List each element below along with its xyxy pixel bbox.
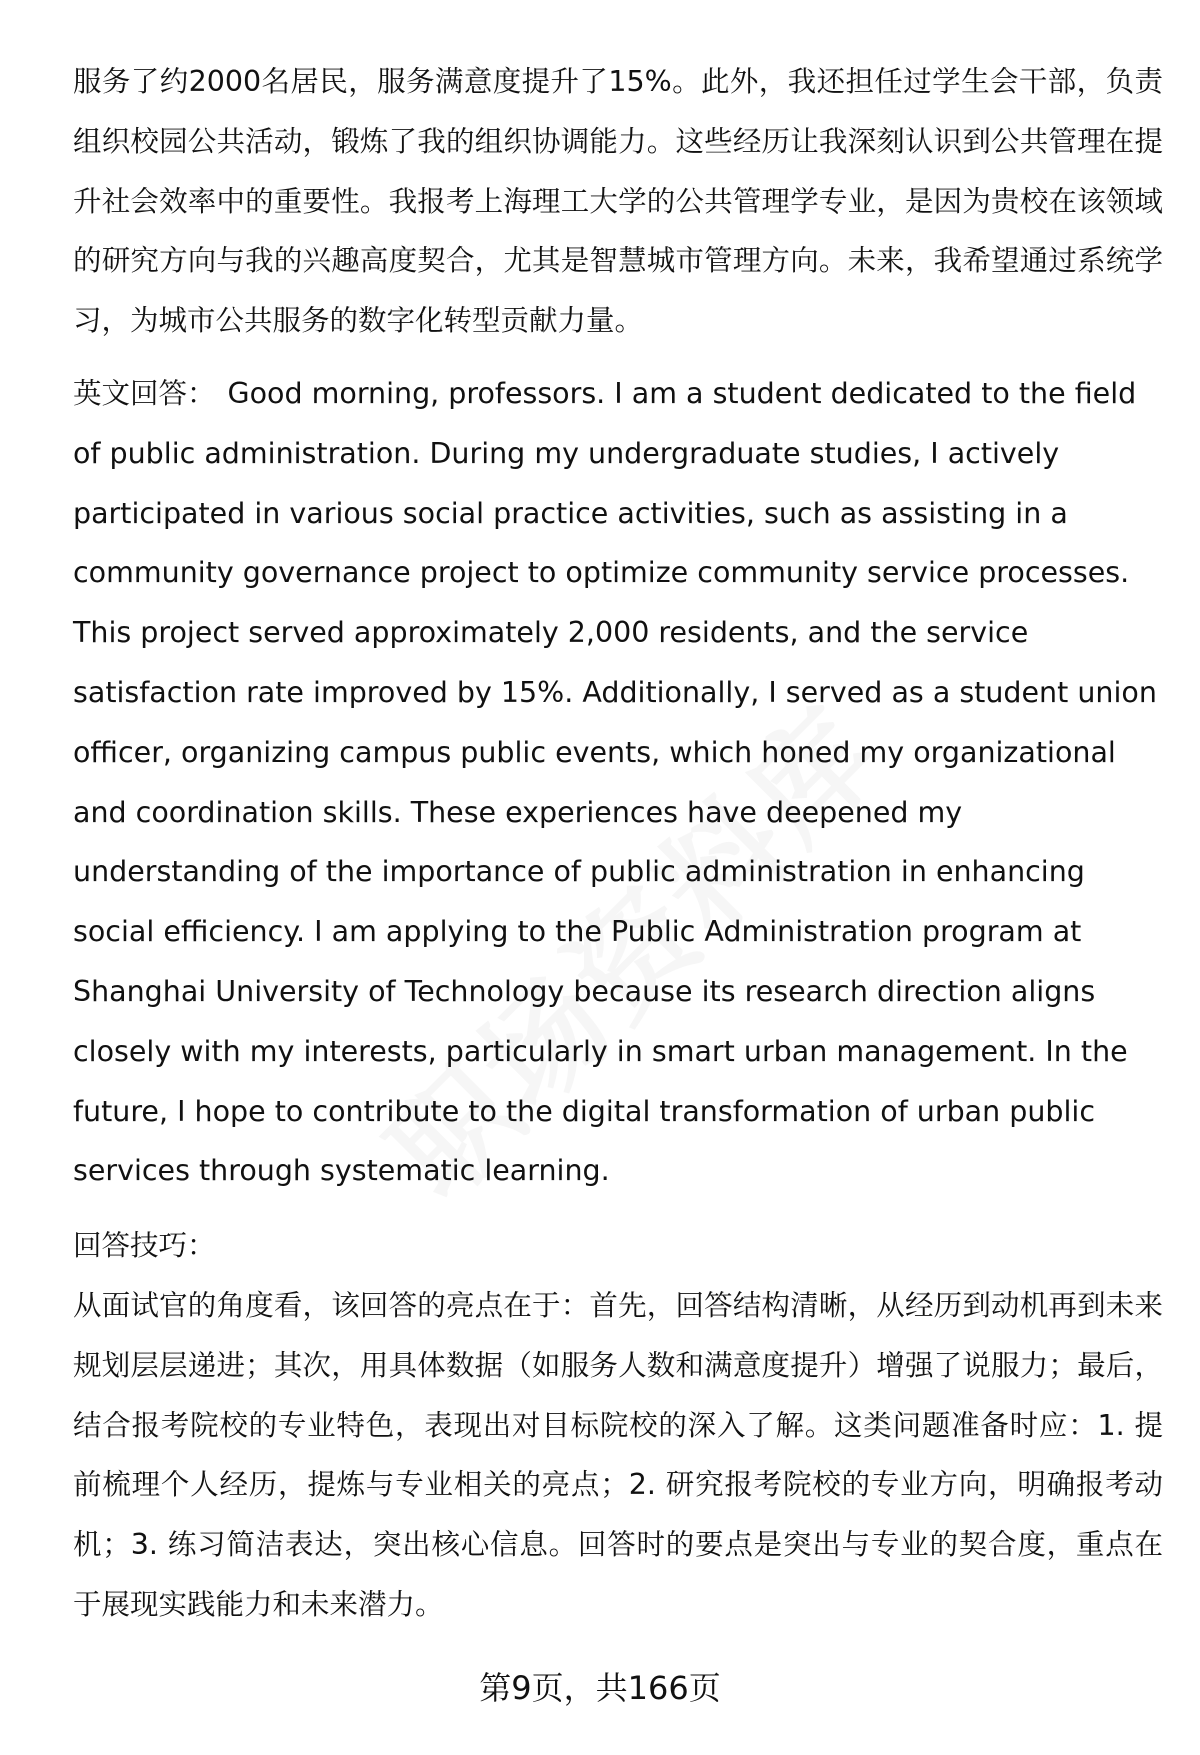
tips-paragraph: 从面试官的角度看，该回答的亮点在于：首先，回答结构清晰，从经历到动机再到未来规划层层递进；其次，用具体数据（如服务人数和满意度提升）增强了说服力；最后，结合报考院校的专业特色，表现出对目标院校的深入了解。这类问题准备时应：1. 提前梳理个人经历，提炼与专业相关的亮点；2. 研究报考院校的专业方向，明确报考动机；3. 练习简洁表达，突出核心信息。回答时的要点是突出与专业的契合度，重点在于展现实践能力和未来潜力。 <box>73 1288 1163 1621</box>
page-content <box>73 52 1163 1635</box>
english-answer-paragraph <box>73 364 1163 1201</box>
page-number-footer: 第9页，共166页 <box>479 1669 721 1707</box>
english-answer-label: 英文回答： <box>73 376 216 410</box>
intro-paragraph: 服务了约2000名居民，服务满意度提升了15%。此外，我还担任过学生会干部，负责组织校园公共活动，锻炼了我的组织协调能力。这些经历让我深刻认识到公共管理在提升社会效率中的重要性。我报考上海理工大学的公共管理学专业，是因为贵校在该领域的研究方向与我的兴趣高度契合，尤其是智慧城市管理方向。未来，我希望通过系统学习，为城市公共服务的数字化转型贡献力量。 <box>73 65 1163 338</box>
english-answer-text: Good morning, professors. I am a student dedicated to the field of public administration. During my undergraduate studies, I actively participated in various social practice activities, such as assisting in a community governance project to optimize community service processes. This project served approximately 2,000 residents, and the service satisfaction rate improved by 15%. Additionally, I served as a student union officer, organizing campus public events, which honed my organizational and coordination skills. These experiences have deepened my understanding of the importance of public administration in enhancing social efficiency. I am applying to the Public Administration program at Shanghai University of Technology because its research direction aligns closely with my interests, particularly in smart urban management. In the future, I hope to contribute to the digital transformation of urban public services through systematic learning. <box>73 376 1157 1188</box>
tips-label: 回答技巧： <box>73 1229 216 1263</box>
